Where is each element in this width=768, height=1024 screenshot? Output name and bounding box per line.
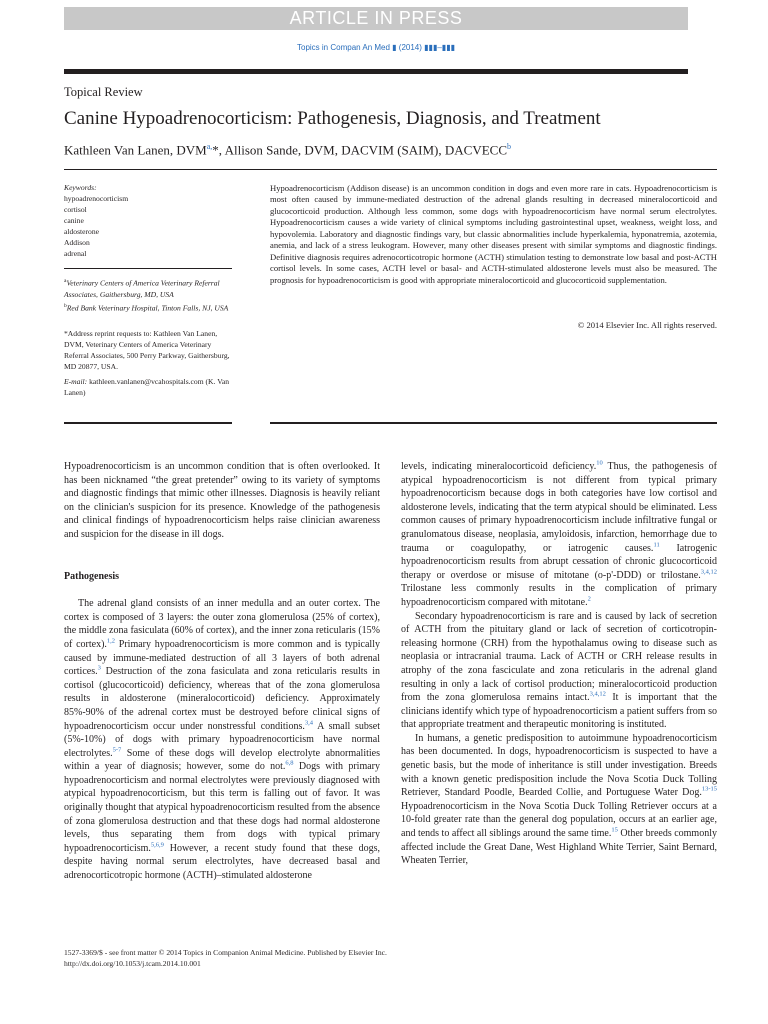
sidebar-divider bbox=[64, 268, 232, 269]
affil-a-marker: a bbox=[64, 278, 67, 284]
citation-link[interactable]: 13-15 bbox=[701, 785, 717, 793]
email-link[interactable]: kathleen.vanlanen@vcahospitals.com (K. Van Lanen) bbox=[64, 377, 230, 397]
citation-link[interactable]: 5-7 bbox=[112, 746, 122, 754]
keyword: hypoadrenocorticism bbox=[64, 194, 129, 203]
keywords-block bbox=[64, 182, 236, 259]
citation-link[interactable]: 3,4 bbox=[304, 719, 313, 727]
citation-link[interactable]: 3 bbox=[97, 664, 101, 672]
body-paragraph: Secondary hypoadrenocorticism is rare and is caused by lack of secretion of ACTH from the pituitary gland or lack of secretion of corticotropin-releasing hormone (CRH) from the hypothalamus owing to disease such as neoplasia or intracranial trauma. Lack of ACTH or CRH release results in atrophy of the zona fasciculate and zona reticularis in the adrenal gland resulting in only a lack of cortisol production; mineralocorticoid production from the zona glomerulosa remains intact.$^{3,4,12}$ It is important that the clinicians identify which type of hypoadrenocorticism a patient suffers from so that appropriate treatment and therapeutic monitoring is instituted. bbox=[401, 610, 717, 731]
reprint-address: *Address reprint requests to: Kathleen Van Lanen, DVM, Veterinary Centers of America Veterinary Referral Associates, 500 Perry Parkway, Gaithersburg, MD 20877, USA. bbox=[64, 329, 230, 371]
keyword: aldosterone bbox=[64, 227, 100, 236]
keyword: adrenal bbox=[64, 249, 87, 258]
citation-link[interactable]: 2 bbox=[587, 595, 591, 603]
header-rule bbox=[64, 69, 688, 74]
keyword: Addison bbox=[64, 238, 90, 247]
sidebar-bottom-rule bbox=[64, 422, 232, 424]
keyword: cortisol bbox=[64, 205, 87, 214]
affiliation-b bbox=[64, 301, 236, 314]
abstract-bottom-rule bbox=[270, 422, 717, 424]
keywords-label: Keywords: bbox=[64, 183, 97, 192]
author-separator: , bbox=[218, 142, 225, 158]
author-2-affil-link[interactable]: b bbox=[507, 142, 511, 151]
front-matter-line: 1527-3369/$ - see front matter © 2014 Topics in Companion Animal Medicine. Published by Elsevier Inc. bbox=[64, 948, 387, 957]
body-paragraph: levels, indicating mineralocorticoid deficiency.$^{10}$ Thus, the pathogenesis of atypical hypoadrenocorticism is not different from typical primary hypoadrenocorticism because dogs in both categories have low cortisol and aldosterone levels, indicating that the term atypical should be eliminated. Less common causes of primary hypoadrenocorticism include infiltrative fungal or granulomatous disease, neoplasia, amyloidosis, infarction, hemorrhage due to trauma or coagulopathy, or iatrogenic causes.$^{11}$ Iatrogenic hypoadrenocorticism results from abrupt cessation of chronic glucocorticoid therapy or overdose or misuse of mitotane (o-p'-DDD) or trilostane.$^{3,4,12}$ Trilostane less commonly results in the complication of primary hypoadrenocorticism compared with mitotane.$^2$ bbox=[401, 459, 717, 608]
section-type: Topical Review bbox=[64, 85, 143, 99]
corresponding-marker: * bbox=[212, 142, 219, 158]
author-2: Allison Sande, DVM, DACVIM (SAIM), DACVECC bbox=[224, 142, 507, 158]
affiliation-a bbox=[64, 276, 236, 300]
keyword: canine bbox=[64, 216, 84, 225]
affil-b-marker: b bbox=[64, 303, 67, 309]
citation-link[interactable]: 6,8 bbox=[285, 759, 294, 767]
citation-link[interactable]: 11 bbox=[653, 541, 660, 549]
body-column-right bbox=[401, 460, 717, 868]
citation-link[interactable]: 10 bbox=[596, 459, 603, 467]
author-1-affil-link[interactable]: a, bbox=[206, 142, 213, 151]
abstract: Hypoadrenocorticism (Addison disease) is an uncommon condition in dogs and even more rare in cats. Hypoadrenocorticism is most often caused by immune-mediated destruction of the adrenal glands resulting in decreased mineralocorticoid and glucocorticoid production. Although less common, some dogs with hypoadrenocorticism have normal serum electrolytes. Hypoadrenocorticism causes a wide variety of clinical symptoms including gastrointestinal upset, weakness, weight loss, and hypovolemia. Laboratory and diagnostic findings vary, but classic abnormalities include hyperkalemia, hyponatremia, azotemia, anemia, and lack of a stress leukogram. However, many other diseases present with similar symptoms and diagnostic findings. Definitive diagnosis requires adrenocorticotropic hormone (ACTH) stimulation testing to demonstrate low basal and post-ACTH cortisol levels. In some cases, ACTH level or basal- and ACTH-stimulated aldosterone levels must also be measured. The prognosis for hypoadrenocorticism is good with appropriate mineralocorticoid and glucocorticoid supplementation. bbox=[270, 183, 717, 285]
author-line bbox=[64, 142, 511, 158]
citation-link[interactable]: 3,4,12 bbox=[589, 690, 606, 698]
email-label: E-mail: bbox=[64, 377, 88, 386]
affil-a-text: Veterinary Centers of America Veterinary Referral Associates, Gaithersburg, MD, USA bbox=[64, 278, 220, 299]
affil-b-text: Red Bank Veterinary Hospital, Tinton Falls, NJ, USA bbox=[66, 303, 229, 313]
section-heading: Pathogenesis bbox=[64, 570, 119, 582]
intro-paragraph: Hypoadrenocorticism is an uncommon condition that is often overlooked. It has been nicknamed “the great pretender” owing to its variety of symptoms and diagnostic findings that mimic other illnesses. Diagnosis is heavily reliant on the clinician's suspicion for its presence. Knowledge of the pathogenesis and clinical findings of hypoadrenocorticism helps raise clinician awareness and suspicion for the disease in ill dogs. bbox=[64, 461, 380, 540]
body-paragraph: In humans, a genetic predisposition to autoimmune hypoadrenocorticism has been documented. In dogs, hypoadrenocorticism is suspected to have a genetic basis, but the mode of inheritance is still under investigation. Breeds with a known genetic predisposition include the Nova Scotia Duck Tolling Retriever, Standard Poodle, Bearded Collie, and Portuguese Water Dog.$^{13-15}$ Hypoadrenocorticism in the Nova Scotia Duck Tolling Retriever occurs at a 10-fold greater rate than the general dog population, occurs at an earlier age, and tends to affect all siblings around the same time.$^{15}$ Other breeds commonly affected include the Great Dane, West Highland White Terrier, Saint Bernard, Wheaten Terrier, bbox=[401, 732, 717, 867]
author-1: Kathleen Van Lanen, DVM bbox=[64, 142, 207, 158]
citation-link[interactable]: 3,4,12 bbox=[700, 568, 717, 576]
body-column-left bbox=[64, 460, 380, 883]
doi-link[interactable]: http://dx.doi.org/10.1053/j.tcam.2014.10.001 bbox=[64, 959, 201, 968]
citation-link[interactable]: 1,2 bbox=[106, 637, 116, 645]
email-line bbox=[64, 376, 236, 398]
divider bbox=[64, 169, 717, 170]
citation-link[interactable]: 5,6,9 bbox=[150, 841, 164, 849]
article-in-press-banner: ARTICLE IN PRESS bbox=[64, 7, 688, 30]
citation-link[interactable]: 15 bbox=[611, 826, 618, 834]
footer bbox=[64, 947, 387, 969]
article-title: Canine Hypoadrenocorticism: Pathogenesis, Diagnosis, and Treatment bbox=[64, 108, 601, 129]
journal-reference-link[interactable]: Topics in Compan An Med ▮ (2014) ▮▮▮–▮▮▮ bbox=[297, 43, 455, 52]
body-paragraph: The adrenal gland consists of an inner medulla and an outer cortex. The cortex is composed of 3 layers: the outer zona glomerulosa (25% of cortex), the middle zona fasiculata (60% of cortex), and the inner zona reticularis (15% of cortex).$^{1,2}$ Primary hypoadrenocorticism is more common and is typically caused by immune-mediated destruction of all 3 layers of both adrenal cortices.$^3$ Destruction of the zona fasiculata and zona reticularis results in cortisol (glucocorticoid) deficiency, whereas that of the zona glomerulosa results in aldosterone (mineralocorticoid) deficiency. Approximately 85%-90% of the adrenal cortex must be destroyed before clinical signs of hypoadrenocorticism occur under nonstressful conditions.$^{3,4}$ A small subset (5%-10%) of dogs with primary hypoadrenocorticism have normal electrolytes.$^{5-7}$ Some of these dogs will develop electrolyte abnormalities within a year of diagnosis; however, some do not.$^{6,8}$ Dogs with primary hypoadrenocorticism and normal electrolytes were previously diagnosed with atypical hypoadrenocorticism, but this term is falling out of favor. It was originally thought that atypical hypoadrenocorticism resulted from the absence of zona glomerulosa destruction and that these dogs had normal aldosterone levels, thus separating them from dogs with typical primary hypoadrenocorticism.$^{5,6,9}$ However, a recent study found that these dogs, despite having normal serum electrolytes, have decreased basal and adrenocorticotropic hormone (ACTH)–stimulated aldosterone bbox=[64, 598, 380, 882]
copyright: © 2014 Elsevier Inc. All rights reserved. bbox=[577, 320, 717, 330]
